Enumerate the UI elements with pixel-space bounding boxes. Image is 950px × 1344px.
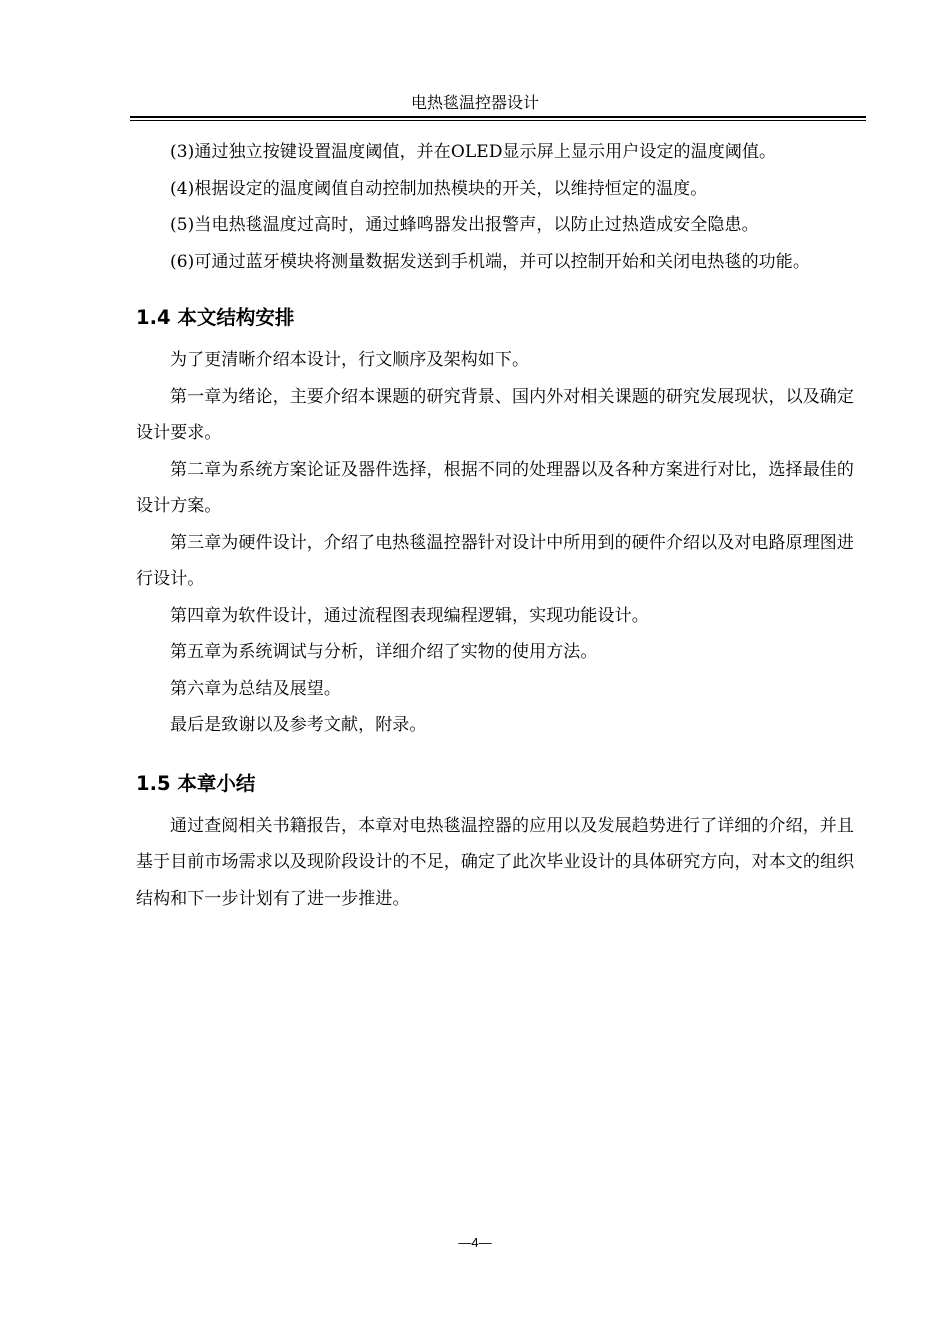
body-paragraph: 第五章为系统调试与分析，详细介绍了实物的使用方法。 bbox=[170, 642, 598, 662]
body-paragraph: 为了更清晰介绍本设计，行文顺序及架构如下。 bbox=[170, 350, 530, 370]
document-body bbox=[136, 134, 860, 917]
section-heading-summary: 1.5 本章小结 bbox=[136, 771, 256, 795]
requirement-item: (3)通过独立按键设置温度阈值，并在OLED显示屏上显示用户设定的温度阈值。 bbox=[170, 142, 777, 162]
page-header-title: 电热毯温控器设计 bbox=[410, 93, 539, 112]
body-paragraph: 第四章为软件设计，通过流程图表现编程逻辑，实现功能设计。 bbox=[170, 605, 649, 626]
body-paragraph: 第六章为总结及展望。 bbox=[170, 678, 341, 699]
page-number: —4— bbox=[458, 1235, 492, 1250]
header-divider-thin bbox=[130, 120, 866, 121]
body-paragraph: 最后是致谢以及参考文献，附录。 bbox=[170, 715, 427, 735]
body-paragraph: 通过查阅相关书籍报告，本章对电热毯温控器的应用以及发展趋势进行了详细的介绍，并且基于目前市场需求以及现阶段设计的不足，确定了此次毕业设计的具体研究方向，对本文的组织结构和下一步计划有了进一步推进。 bbox=[136, 815, 855, 909]
requirement-item: (5)当电热毯温度过高时，通过蜂鸣器发出报警声，以防止过热造成安全隐患。 bbox=[170, 215, 759, 235]
requirement-item: (4)根据设定的温度阈值自动控制加热模块的开关，以维持恒定的温度。 bbox=[170, 178, 708, 199]
body-paragraph: 第二章为系统方案论证及器件选择，根据不同的处理器以及各种方案进行对比，选择最佳的设计方案。 bbox=[136, 459, 854, 516]
body-paragraph: 第一章为绪论，主要介绍本课题的研究背景、国内外对相关课题的研究发展现状，以及确定设计要求。 bbox=[136, 386, 854, 443]
header-divider-thick bbox=[130, 116, 866, 118]
body-paragraph: 第三章为硬件设计，介绍了电热毯温控器针对设计中所用到的硬件介绍以及对电路原理图进行设计。 bbox=[136, 532, 854, 589]
requirement-item: (6)可通过蓝牙模块将测量数据发送到手机端，并可以控制开始和关闭电热毯的功能。 bbox=[170, 251, 810, 272]
section-heading-structure: 1.4 本文结构安排 bbox=[136, 306, 295, 329]
